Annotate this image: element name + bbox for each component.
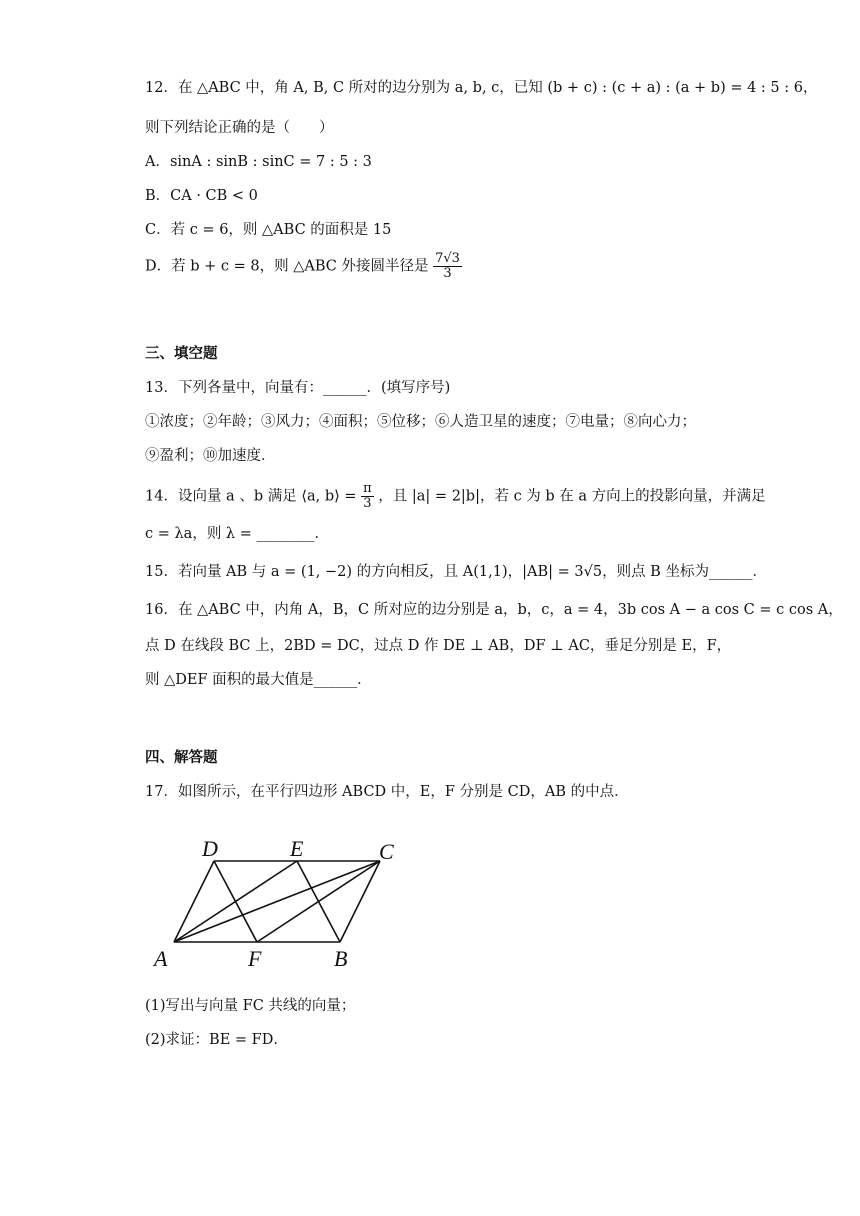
side-da <box>174 861 214 942</box>
vertex-label-e: E <box>290 836 304 861</box>
q14-stem <box>145 482 766 511</box>
q12-stem-line2: 则下列结论正确的是（ ） <box>145 120 334 136</box>
q16-line3: 则 △DEF 面积的最大值是______． <box>145 672 372 688</box>
fraction-denominator: 3 <box>363 496 372 511</box>
q15-stem: 15．若向量 AB 与 a = (1, −2) 的方向相反，且 A(1,1)，|AB| = 3√5，则点 B 坐标为______． <box>145 564 767 580</box>
q17-part1: (1)写出与向量 FC 共线的向量； <box>145 998 356 1014</box>
q12-option-a: A．sinA : sinB : sinC = 7 : 5 : 3 <box>145 154 372 170</box>
q12-option-b: B．CA · CB < 0 <box>145 188 258 204</box>
vertex-label-f: F <box>248 946 262 971</box>
segment-eb <box>297 861 340 942</box>
q14-stem-line2: c = λa，则 λ = ________． <box>145 526 329 542</box>
vertex-label-a: A <box>154 946 168 971</box>
q12-option-d <box>145 252 462 281</box>
vertex-label-b: B <box>334 946 348 971</box>
parallelogram-figure <box>150 834 410 974</box>
vertex-label-d: D <box>202 836 218 861</box>
vertex-label-c: C <box>379 839 394 864</box>
q13-options-line2: ⑨盈利；⑩加速度． <box>145 448 276 464</box>
fraction-numerator: 7√3 <box>435 251 460 266</box>
side-bc <box>340 861 380 942</box>
q13-options-line1: ①浓度；②年龄；③风力；④面积；⑤位移；⑥人造卫星的速度；⑦电量；⑧向心力； <box>145 414 696 430</box>
section-title-fill-in: 三、填空题 <box>145 345 218 362</box>
q12-stem: 12．在 △ABC 中，角 A, B, C 所对的边分别为 a, b, c，已知 (b + c) : (c + a) : (a + b) = 4 : 5 : 6， <box>145 80 818 96</box>
q17-stem: 17．如图所示，在平行四边形 ABCD 中，E，F 分别是 CD，AB 的中点． <box>145 784 629 800</box>
q14-stem-post: ，且 |a| = 2|b|，若 c 为 b 在 a 方向上的投影向量，并满足 <box>378 488 766 505</box>
q14-angle-fraction <box>361 482 374 511</box>
q17-part2: (2)求证：BE = FD． <box>145 1032 288 1048</box>
fraction-numerator: π <box>363 481 372 496</box>
q14-stem-pre: 14．设向量 a 、b 满足 ⟨a, b⟩ = <box>145 488 357 505</box>
section-title-solutions: 四、解答题 <box>145 749 218 766</box>
q12-option-d-text: D．若 b + c = 8，则 △ABC 外接圆半径是 <box>145 258 429 275</box>
diagonal-ac <box>174 861 380 942</box>
fraction-denominator: 3 <box>443 266 452 281</box>
q16-line2: 点 D 在线段 BC 上，2BD = DC，过点 D 作 DE ⊥ AB，DF ⊥ AC，垂足分别是 E，F， <box>145 638 732 654</box>
q16-line1: 16．在 △ABC 中，内角 A，B，C 所对应的边分别是 a，b，c，a = 4，3b cos A − a cos C = c cos A， <box>145 602 843 618</box>
q13-stem: 13．下列各量中，向量有：______．(填写序号) <box>145 380 451 396</box>
q12-option-d-fraction <box>433 252 462 281</box>
q12-option-c: C．若 c = 6，则 △ABC 的面积是 15 <box>145 222 392 238</box>
